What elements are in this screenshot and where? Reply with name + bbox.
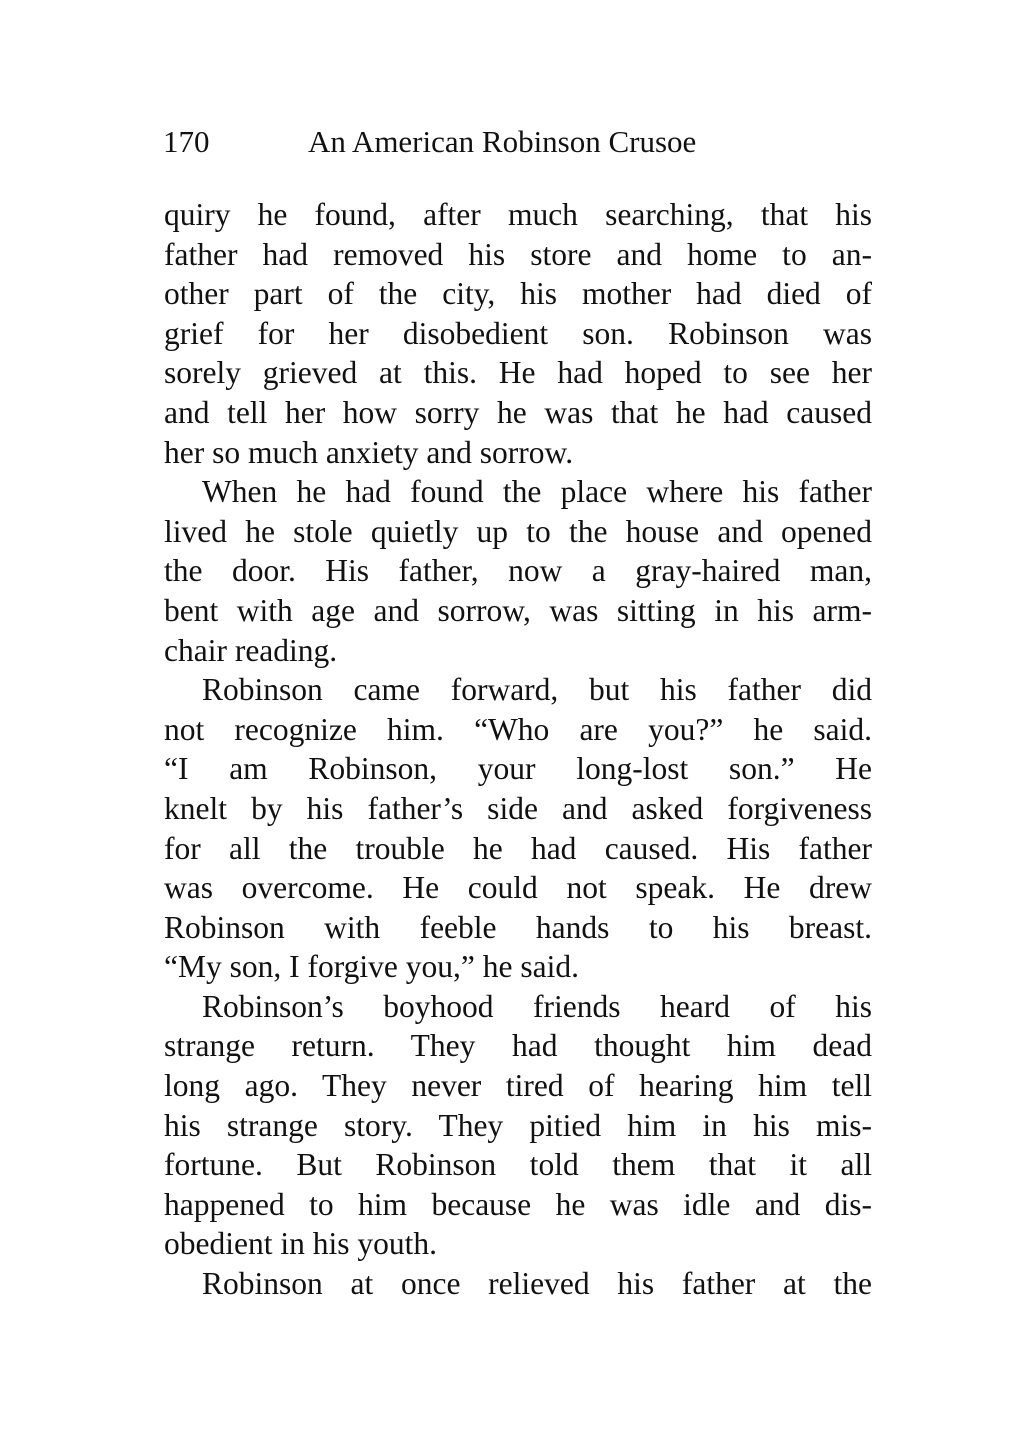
text-line: the door. His father, now a gray-haired man, xyxy=(164,553,872,589)
text-line: bent with age and sorrow, was sitting in his arm- xyxy=(164,592,872,628)
paragraph xyxy=(164,987,872,1264)
text-line: chair reading. xyxy=(164,632,338,668)
text-line: “I am Robinson, your long-lost son.” He xyxy=(164,751,872,787)
paragraph xyxy=(164,195,872,472)
text-line: obedient in his youth. xyxy=(164,1226,437,1262)
text-line: happened to him because he was idle and dis- xyxy=(164,1186,872,1222)
text-line: father had removed his store and home to an- xyxy=(164,236,872,272)
running-head xyxy=(163,122,803,162)
text-line: and tell her how sorry he was that he had caused xyxy=(164,394,872,430)
text-line: sorely grieved at this. He had hoped to see her xyxy=(164,355,872,391)
text-line: When he had found the place where his father xyxy=(202,474,872,510)
body-text xyxy=(164,195,872,1304)
text-line: Robinson at once relieved his father at the xyxy=(202,1266,872,1302)
text-line: her so much anxiety and sorrow. xyxy=(164,434,574,470)
paragraph xyxy=(164,472,872,670)
text-line: Robinson’s boyhood friends heard of his xyxy=(202,988,872,1024)
page-number: 170 xyxy=(163,124,210,159)
text-line: was overcome. He could not speak. He drew xyxy=(164,870,872,906)
book-title: An American Robinson Crusoe xyxy=(308,124,697,159)
text-line: for all the trouble he had caused. His father xyxy=(164,830,872,866)
text-line: Robinson with feeble hands to his breast. xyxy=(164,909,872,945)
text-line: fortune. But Robinson told them that it all xyxy=(164,1147,872,1183)
text-line: Robinson came forward, but his father did xyxy=(202,672,872,708)
text-line: “My son, I forgive you,” he said. xyxy=(164,949,579,985)
text-line: his strange story. They pitied him in his mis- xyxy=(164,1107,872,1143)
text-line: knelt by his father’s side and asked forgiveness xyxy=(164,790,872,826)
paragraph xyxy=(164,1264,872,1304)
text-line: not recognize him. “Who are you?” he said. xyxy=(164,711,872,747)
text-line: long ago. They never tired of hearing him tell xyxy=(164,1068,872,1104)
text-line: lived he stole quietly up to the house and opened xyxy=(164,513,872,549)
text-line: quiry he found, after much searching, that his xyxy=(164,197,872,232)
text-line: strange return. They had thought him dead xyxy=(164,1028,872,1064)
paragraph xyxy=(164,670,872,987)
text-line: other part of the city, his mother had died of xyxy=(164,276,872,312)
text-line: grief for her disobedient son. Robinson was xyxy=(164,315,872,351)
